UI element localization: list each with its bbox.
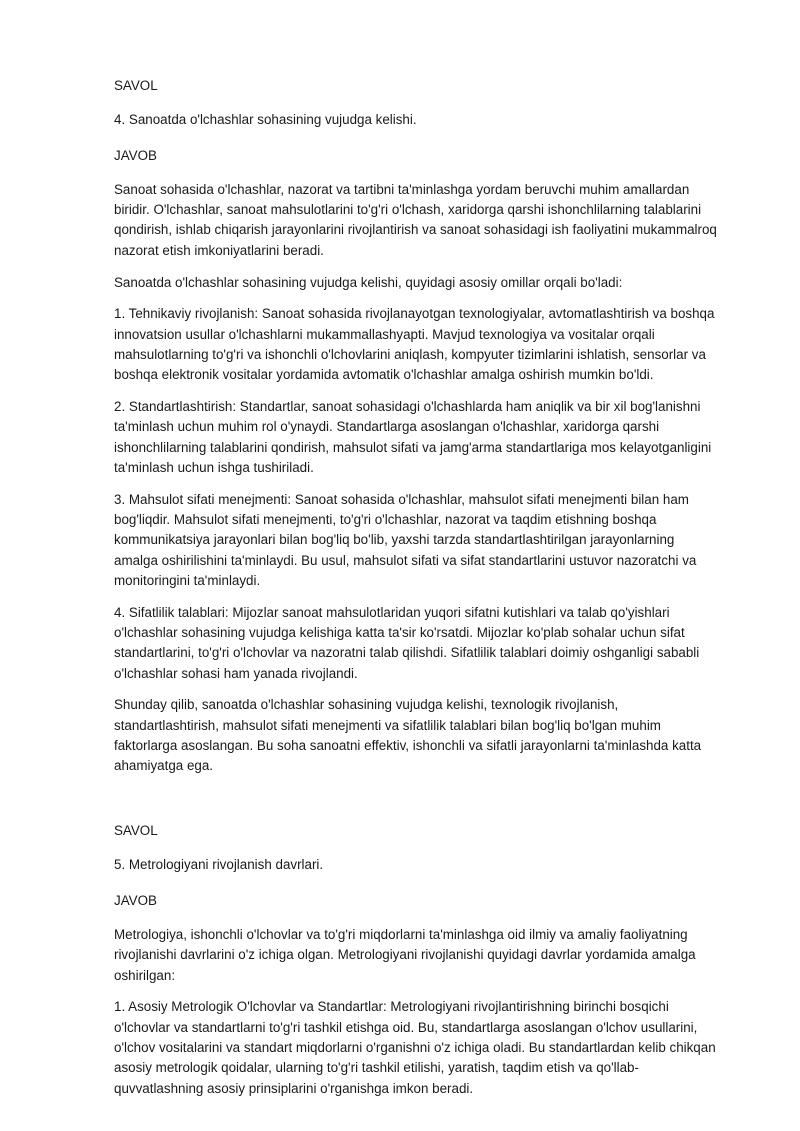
question-text: 4. Sanoatda o'lchashlar sohasining vujudga kelishi.	[114, 112, 417, 128]
answer-list-item: 1. Asosiy Metrologik O'lchovlar va Standartlar: Metrologiyani rivojlantirishning birinchi bosqichi o'lchovlar va standartlarni to'g'ri tashkil etishga oid. Bu, standartlarga asoslangan o'lchov usullarini, o'lchov vositalarini va standart miqdorlarni o'rganishni o'z ichiga oladi. Bu standartlardan kelib chikqan asosiy metrologik qoidalar, ularning to'g'ri tashkil etilishi, yaratish, taqdim etish va qo'llab-quvvatlashning asosiy prinsiplarini o'rganishga imkon beradi.	[114, 999, 716, 1096]
answer-paragraph: Sanoatda o'lchashlar sohasining vujudga kelishi, quyidagi asosiy omillar orqali bo'ladi:	[114, 274, 623, 290]
question-label: SAVOL	[114, 78, 158, 93]
answer-paragraph: Shunday qilib, sanoatda o'lchashlar sohasining vujudga kelishi, texnologik rivojlanish, standartlashtirish, mahsulot sifati menejmenti va sifatlilik talablari bilan bog'liq bo'lgan muhim faktorlarga asoslangan. Bu soha sanoatni effektiv, ishonchli va sifatli jarayonlarni ta'minlashda katta ahamiyatga ega.	[114, 697, 702, 774]
answer-paragraph: Sanoat sohasida o'lchashlar, nazorat va tartibni ta'minlashga yordam beruvchi muhim amallardan biridir. O'lchashlar, sanoat mahsulotlarini to'g'ri o'lchash, xaridorga qarshi ishonchlilarning talablarini qondirish, ishlab chiqarish jarayonlarini rivojlantirish va sanoat sohasidagi ish faoliyatini mukammalroq nazorat etish imkoniyatlarini beradi.	[114, 181, 717, 258]
answer-list-item: 2. Standartlashtirish: Standartlar, sanoat sohasidagi o'lchashlarda ham aniqlik va bir xil bog'lanishni ta'minlash uchun muhim rol o'ynaydi. Standartlarga asoslangan o'lchashlar, xaridorga qarshi ishonchlilarning talablarini qondirish, mahsulot sifati va jamg'arma standartlariga mos kelayotganligini ta'minlash uchun ishga tushiriladi.	[114, 399, 712, 475]
answer-label: JAVOB	[114, 892, 157, 908]
answer-list-item: 4. Sifatlilik talablari: Mijozlar sanoat mahsulotlaridan yuqori sifatni kutishlari va talab qo'yishlari o'lchashlar sohasining vujudga kelishiga katta ta'sir ko'rsatdi. Mijozlar ko'plab sohalar uchun sifat standartlarini, to'g'ri o'lchovlar va nazoratni talab qilishdi. Sifatlilik talablari doimiy oshganligi sababli o'lchashlar sohasi ham yanada rivojlandi.	[114, 604, 700, 681]
qa-section-4	[114, 76, 720, 777]
qa-section-5	[114, 821, 720, 1099]
answer-list-item: 1. Tehnikaviy rivojlanish: Sanoat sohasida rivojlanayotgan texnologiyalar, avtomatlashtirish va boshqa innovatsion usullar o'lchashlarni mukammallashyapti. Mavjud texnologiya va vositalar orqali mahsulotlarning to'g'ri va ishonchli o'lchovlarini aniqlash, kompyuter tizimlarini ishlatish, sensorlar va boshqa elektronik vositalar yordamida avtomatik o'lchashlar amalga oshirish mumkin bo'ldi.	[114, 306, 715, 383]
answer-list-item: 3. Mahsulot sifati menejmenti: Sanoat sohasida o'lchashlar, mahsulot sifati menejmenti bilan ham bog'liqdir. Mahsulot sifati menejmenti, to'g'ri o'lchashlar, nazorat va taqdim etishning boshqa kommunikatsiya jarayonlari bilan bog'liq bo'lib, yaxshi tarzda standartlashtirilgan jarayonlarning amalga oshirilishini ta'minlaydi. Bu usul, mahsulot sifati va sifat standartlarini ustuvor nazoratchi va monitoringini ta'minlaydi.	[114, 491, 697, 588]
question-label: SAVOL	[114, 823, 158, 839]
answer-paragraph: Metrologiya, ishonchli o'lchovlar va to'g'ri miqdorlarni ta'minlashga oid ilmiy va amaliy faoliyatning rivojlanishi davrlarini o'z ichiga olgan. Metrologiyani rivojlanishi quyidagi davrlar yordamida amalga oshirilgan:	[114, 927, 696, 983]
section-spacer	[114, 788, 720, 821]
question-text: 5. Metrologiyani rivojlanish davrlari.	[114, 857, 324, 873]
answer-label: JAVOB	[114, 147, 157, 163]
